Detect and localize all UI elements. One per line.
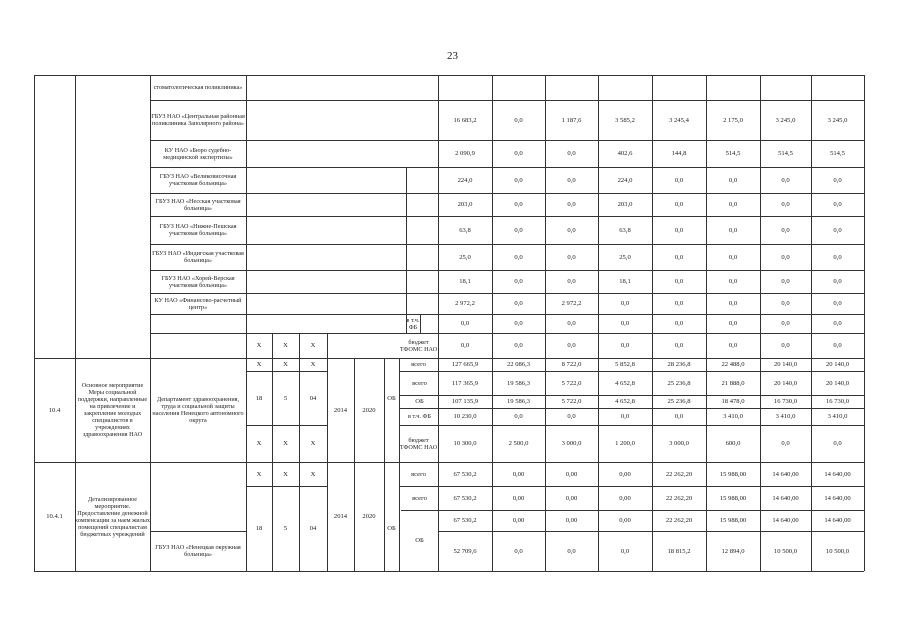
- value-cell: 0,0: [833, 176, 842, 184]
- value-cell: 0,0: [674, 342, 684, 349]
- row-label: ОБ: [415, 537, 424, 544]
- x-mark: X: [283, 342, 288, 349]
- year-end: 2020: [362, 406, 376, 414]
- code-cell: 04: [309, 525, 317, 532]
- value-cell: 0,0: [620, 547, 630, 555]
- value-cell: 0,0: [674, 278, 684, 285]
- value-cell: 0,00: [565, 517, 578, 524]
- value-cell: 0,0: [728, 320, 738, 327]
- value-cell: 15 988,00: [719, 494, 747, 502]
- value-cell: 0,0: [514, 201, 523, 208]
- x-mark: X: [283, 470, 288, 478]
- value-cell: 63,8: [619, 226, 631, 234]
- value-cell: 22 262,20: [665, 517, 693, 524]
- value-cell: 25 236,8: [667, 379, 691, 387]
- org-name-cell: ГБУЗ НАО «Нижне-Пешская участковая больница»: [159, 223, 237, 237]
- row-label: бюджет ТФОМС НАО: [399, 338, 438, 353]
- value-cell: 3 410,0: [775, 413, 796, 420]
- value-cell: 2 175,0: [723, 116, 743, 124]
- section-number: 10.4: [48, 406, 61, 414]
- value-cell: 10 230,0: [453, 413, 477, 420]
- value-cell: 514,5: [778, 150, 793, 157]
- value-cell: 107 135,9: [451, 398, 479, 405]
- value-cell: 18,1: [459, 278, 471, 285]
- table-rule: [401, 510, 864, 511]
- code-cell: 5: [283, 525, 288, 532]
- value-cell: 0,0: [514, 116, 523, 124]
- value-cell: 0,0: [833, 226, 842, 234]
- value-cell: 2 972,2: [561, 300, 582, 307]
- org-name-cell: ГБУЗ НАО «Индигская участковая больница»: [152, 250, 244, 264]
- value-cell: 0,0: [728, 176, 738, 184]
- value-cell: 10 500,0: [773, 547, 798, 555]
- value-cell: 0,0: [781, 278, 790, 285]
- value-cell: 0,00: [619, 470, 631, 478]
- code-cell: 18: [255, 525, 263, 532]
- value-cell: 0,0: [620, 320, 630, 327]
- value-cell: 18,1: [619, 278, 631, 285]
- x-mark: X: [310, 470, 316, 478]
- value-cell: 16 683,2: [453, 116, 477, 124]
- value-cell: 0,0: [674, 226, 684, 234]
- value-cell: 0,0: [674, 201, 684, 208]
- value-cell: 16 730,0: [773, 398, 798, 405]
- value-cell: 0,0: [514, 413, 523, 420]
- value-cell: 0,0: [620, 413, 630, 420]
- value-cell: 0,00: [512, 470, 525, 478]
- value-cell: 22 488,0: [721, 361, 745, 368]
- value-cell: 14 640,00: [772, 494, 799, 502]
- value-cell: 3 410,0: [827, 413, 848, 420]
- x-mark: X: [310, 440, 316, 447]
- value-cell: 0,0: [620, 300, 630, 307]
- value-cell: 2 972,2: [455, 300, 475, 307]
- value-cell: 0,0: [728, 253, 738, 261]
- table-rule: [246, 371, 327, 372]
- value-cell: 5 722,0: [561, 379, 582, 387]
- value-cell: 25 236,8: [667, 398, 691, 405]
- value-cell: 14 640,00: [824, 470, 851, 478]
- table-rule: [399, 395, 864, 396]
- value-cell: 0,0: [514, 547, 523, 555]
- value-cell: 203,0: [617, 201, 633, 208]
- value-cell: 0,0: [567, 413, 576, 420]
- value-cell: 0,0: [728, 226, 738, 234]
- table-rule: [150, 531, 246, 532]
- value-cell: 0,0: [728, 278, 738, 285]
- value-cell: 1 187,6: [561, 116, 582, 124]
- value-cell: 127 665,9: [451, 361, 479, 368]
- value-cell: 0,0: [567, 547, 576, 555]
- value-cell: 0,0: [728, 300, 738, 307]
- value-cell: 0,0: [781, 320, 790, 327]
- value-cell: 18 815,2: [667, 547, 691, 555]
- value-cell: 0,0: [674, 176, 684, 184]
- value-cell: 0,0: [833, 440, 842, 447]
- value-cell: 20 140,0: [773, 361, 798, 368]
- value-cell: 0,0: [674, 253, 684, 261]
- value-cell: 14 640,00: [824, 517, 851, 524]
- value-cell: 224,0: [617, 176, 633, 184]
- value-cell: 19 586,3: [506, 379, 531, 387]
- value-cell: 0,0: [514, 278, 523, 285]
- x-mark: X: [310, 342, 316, 349]
- value-cell: 14 640,00: [772, 517, 799, 524]
- value-cell: 16 730,0: [825, 398, 850, 405]
- value-cell: 514,5: [725, 150, 741, 157]
- value-cell: 514,5: [830, 150, 845, 157]
- value-cell: 0,0: [567, 150, 576, 157]
- value-cell: 22 262,20: [665, 494, 693, 502]
- value-cell: 0,0: [728, 201, 738, 208]
- value-cell: 18 478,0: [721, 398, 745, 405]
- section-executor: ГБУЗ НАО «Ненецкая окружная больница»: [155, 544, 241, 558]
- value-cell: 0,0: [728, 342, 738, 349]
- value-cell: 203,0: [457, 201, 473, 208]
- value-cell: 117 365,9: [451, 379, 479, 387]
- value-cell: 0,0: [567, 320, 576, 327]
- org-name-cell: ГБУЗ НАО «Центральная районная поликлиника Заполярного района»: [151, 113, 245, 127]
- section-executor: Департамент здравоохранения, труда и социальной защиты населения Ненецкого автономного округа: [152, 396, 244, 424]
- table-rule: [399, 371, 864, 372]
- org-name-cell: ГБУЗ НАО «Хорей-Верская участковая больница»: [161, 274, 235, 289]
- x-mark: X: [256, 361, 262, 368]
- value-cell: 0,0: [567, 176, 576, 184]
- value-cell: 22 086,3: [506, 361, 531, 368]
- value-cell: 3 000,0: [669, 440, 689, 447]
- value-cell: 21 888,0: [721, 379, 745, 387]
- value-cell: 14 640,00: [824, 494, 851, 502]
- value-cell: 0,0: [567, 342, 576, 349]
- value-cell: 0,0: [833, 201, 842, 208]
- value-cell: 2 090,9: [455, 150, 475, 157]
- value-cell: 52 709,6: [453, 547, 477, 555]
- table-rule: [399, 486, 864, 487]
- org-name-cell: ГБУЗ НАО «Несская участковая больница»: [155, 197, 241, 212]
- value-cell: 15 988,00: [719, 517, 747, 524]
- value-cell: 2 500,0: [508, 440, 529, 447]
- value-cell: 25,0: [459, 253, 471, 261]
- value-cell: 28 236,8: [667, 361, 691, 368]
- section-name: Основное мероприятие Меры социальной поддержки, направленные на привлечение и закрепление молодых специалистов в учреждениях здравоохранения НАО: [77, 382, 148, 438]
- value-cell: 67 530,2: [453, 517, 477, 524]
- code-cell: 18: [255, 394, 263, 402]
- value-cell: 0,0: [781, 176, 790, 184]
- value-cell: 0,0: [460, 342, 470, 349]
- year-start: 2014: [333, 513, 348, 520]
- value-cell: 0,0: [674, 300, 684, 307]
- value-cell: 3 245,0: [775, 116, 796, 124]
- value-cell: 3 000,0: [561, 440, 582, 447]
- table-rule: [438, 531, 864, 532]
- value-cell: 0,0: [781, 440, 790, 447]
- value-cell: 67 530,2: [453, 494, 477, 502]
- page-number: 23: [447, 50, 458, 62]
- value-cell: 10 500,0: [825, 547, 850, 555]
- value-cell: 4 652,8: [615, 379, 635, 387]
- section-name: Детализированное мероприятие. Предоставление денежной компенсации за наем жилых помещений специалистам бюджетных учреждений: [75, 495, 150, 538]
- code-cell: 5: [283, 394, 288, 402]
- value-cell: 0,00: [619, 494, 631, 502]
- value-cell: 3 585,2: [615, 116, 635, 124]
- value-cell: 15 988,00: [719, 470, 747, 478]
- x-mark: X: [256, 470, 262, 478]
- value-cell: 0,0: [514, 226, 523, 234]
- value-cell: 0,0: [514, 300, 523, 307]
- value-cell: 20 140,0: [825, 379, 850, 387]
- value-cell: 0,0: [460, 320, 470, 327]
- funding-source: ОБ: [387, 525, 396, 532]
- value-cell: 3 245,0: [827, 116, 848, 124]
- value-cell: 0,0: [514, 342, 523, 349]
- value-cell: 0,00: [565, 494, 578, 502]
- value-cell: 20 140,0: [773, 379, 798, 387]
- value-cell: 0,00: [619, 517, 631, 524]
- value-cell: 0,0: [674, 320, 684, 327]
- value-cell: 0,0: [567, 201, 576, 208]
- row-label: всего: [411, 470, 426, 478]
- value-cell: 14 640,00: [772, 470, 799, 478]
- value-cell: 0,0: [674, 413, 684, 420]
- value-cell: 8 722,0: [561, 361, 582, 368]
- row-label: в т.ч. ФБ: [406, 316, 420, 331]
- value-cell: 1 200,0: [615, 440, 635, 447]
- row-label: всего: [412, 494, 427, 502]
- table-rule: [864, 75, 865, 571]
- value-cell: 67 530,2: [453, 470, 477, 478]
- value-cell: 600,0: [725, 440, 741, 447]
- value-cell: 0,00: [565, 470, 578, 478]
- table-rule: [246, 425, 327, 426]
- value-cell: 0,0: [781, 226, 790, 234]
- year-end: 2020: [362, 513, 376, 520]
- value-cell: 402,6: [617, 150, 633, 157]
- table-rule: [399, 408, 864, 409]
- value-cell: 144,8: [671, 150, 687, 157]
- value-cell: 0,0: [567, 253, 576, 261]
- value-cell: 0,0: [781, 342, 790, 349]
- row-label: бюджет ТФОМС НАО: [399, 436, 438, 451]
- value-cell: 0,0: [514, 320, 523, 327]
- year-start: 2014: [333, 406, 348, 414]
- value-cell: 0,0: [781, 201, 790, 208]
- value-cell: 0,0: [833, 320, 842, 327]
- table-rule: [399, 425, 864, 426]
- table-rule: [246, 486, 327, 487]
- x-mark: X: [283, 361, 288, 368]
- org-name-cell: стоматологическая поликлиника»: [153, 84, 243, 91]
- row-label: в т.ч. ФБ: [408, 413, 431, 420]
- value-cell: 22 262,20: [665, 470, 693, 478]
- value-cell: 0,0: [833, 300, 842, 307]
- value-cell: 19 586,3: [506, 398, 531, 405]
- value-cell: 63,8: [459, 226, 471, 234]
- value-cell: 4 652,8: [615, 398, 635, 405]
- code-cell: 04: [309, 394, 317, 402]
- value-cell: 20 140,0: [825, 361, 850, 368]
- value-cell: 0,0: [514, 150, 523, 157]
- funding-source: ОБ: [387, 394, 396, 402]
- x-mark: X: [283, 440, 288, 447]
- value-cell: 3 410,0: [723, 413, 743, 420]
- org-name-cell: КУ НАО «Бюро судебно-медицинской экспертизы»: [163, 146, 233, 161]
- value-cell: 12 894,0: [721, 547, 745, 555]
- x-mark: X: [310, 361, 316, 368]
- row-label: ОБ: [415, 398, 424, 405]
- value-cell: 10 300,0: [453, 440, 477, 447]
- org-name-cell: ГБУЗ НАО «Великовисочная участковая больница»: [159, 173, 237, 187]
- table-rule: [34, 571, 864, 572]
- value-cell: 0,0: [567, 278, 576, 285]
- value-cell: 0,0: [514, 253, 523, 261]
- value-cell: 0,0: [833, 278, 842, 285]
- value-cell: 25,0: [619, 253, 631, 261]
- value-cell: 0,0: [781, 253, 790, 261]
- value-cell: 0,0: [833, 253, 842, 261]
- value-cell: 0,0: [514, 176, 523, 184]
- value-cell: 0,00: [512, 517, 525, 524]
- x-mark: X: [256, 440, 262, 447]
- row-label: всего: [412, 379, 427, 387]
- section-number: 10.4.1: [46, 513, 63, 520]
- table-rule: [420, 314, 421, 333]
- table-rule: [406, 167, 407, 333]
- value-cell: 0,00: [512, 494, 525, 502]
- row-label: всего: [411, 361, 426, 368]
- value-cell: 3 245,4: [669, 116, 689, 124]
- org-name-cell: КУ НАО «Финансово-расчетный центр»: [154, 296, 242, 311]
- value-cell: 0,0: [833, 342, 842, 349]
- value-cell: 0,0: [620, 342, 630, 349]
- value-cell: 0,0: [781, 300, 790, 307]
- value-cell: 5 722,0: [561, 398, 582, 405]
- value-cell: 224,0: [457, 176, 473, 184]
- value-cell: 5 852,8: [615, 361, 635, 368]
- x-mark: X: [256, 342, 262, 349]
- value-cell: 0,0: [567, 226, 576, 234]
